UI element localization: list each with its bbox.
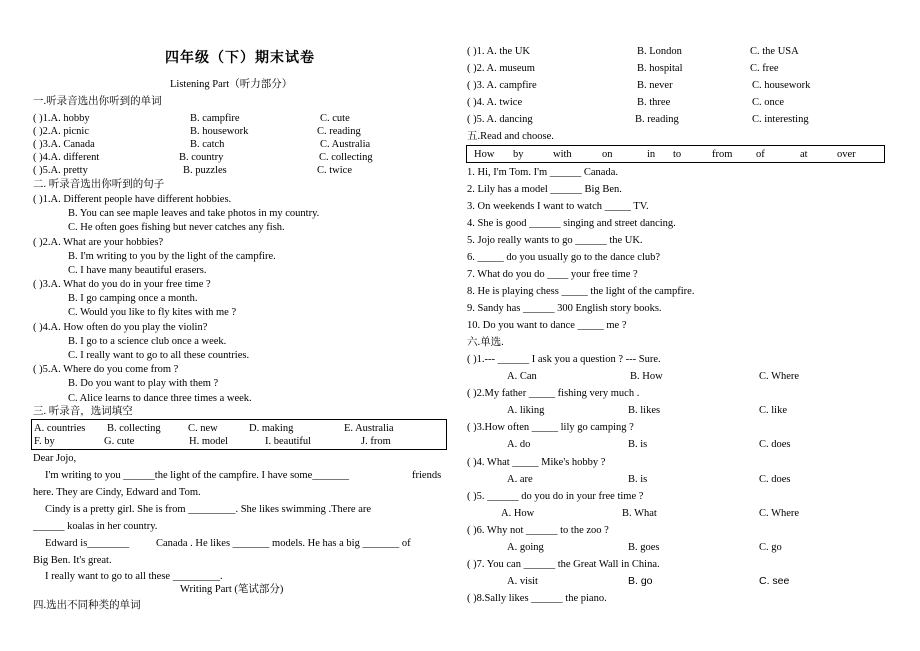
- s2-item-1-c: C. He often goes fishing but never catches any fish.: [68, 222, 285, 233]
- letter-line-1: I'm writing to you ______the light of the campfire. I have some_______: [45, 470, 349, 481]
- word-bank-r2-1: F. by: [34, 436, 55, 447]
- s2-item-2-b: B. I'm writing to you by the light of the campfire.: [68, 251, 276, 262]
- s6-q7-c: C. see: [759, 575, 790, 587]
- word-choice-10: over: [837, 149, 856, 160]
- s6-q1-a: A. Can: [507, 371, 537, 382]
- s6-q1-c: C. Where: [759, 371, 800, 382]
- word-choice-9: at: [800, 149, 808, 160]
- s5-item-3: 3. On weekends I want to watch _____ TV.: [467, 201, 649, 212]
- s5-item-1: 1. Hi, I'm Tom. I'm ______ Canada.: [467, 167, 619, 178]
- s6-q5-a: A. How: [501, 508, 535, 519]
- section-5-heading: 五.Read and choose.: [467, 131, 554, 142]
- section-4-heading: 四.选出不同种类的单词: [33, 600, 141, 611]
- s5-item-6: 6. _____ do you usually go to the dance club?: [467, 252, 661, 263]
- s6-q6-c: C. go: [759, 542, 782, 553]
- s6-q7-a: A. visit: [507, 576, 538, 587]
- s6-q2-a: A. liking: [507, 405, 545, 416]
- s2-item-3-b: B. I go camping once a month.: [68, 293, 198, 304]
- s4-item-4-b: B. three: [637, 97, 671, 108]
- word-bank-r1-5: E. Australia: [344, 423, 394, 434]
- s5-item-7: 7. What do you do ____ your free time ?: [467, 269, 638, 280]
- s1-item-3-a: ( )3.A. Canada: [33, 139, 95, 150]
- s2-item-5-a: ( )5.A. Where do you come from ?: [33, 364, 179, 375]
- s4-item-5-b: B. reading: [635, 114, 679, 125]
- s6-q4-c: C. does: [759, 474, 791, 485]
- s6-q6-b: B. goes: [628, 542, 660, 553]
- s2-item-4-c: C. I really want to go to all these countries.: [68, 350, 250, 361]
- page-title: 四年级（下）期末试卷: [165, 51, 315, 66]
- s4-item-1-a: ( )1. A. the UK: [467, 46, 530, 57]
- s6-q8: ( )8.Sally likes ______ the piano.: [467, 593, 607, 604]
- s6-q2: ( )2.My father _____ fishing very much .: [467, 388, 640, 399]
- s1-item-4-b: B. country: [179, 152, 224, 163]
- s2-item-2-c: C. I have many beautiful erasers.: [68, 265, 207, 276]
- s1-item-4-a: ( )4.A. different: [33, 152, 100, 163]
- word-bank-r2-2: G. cute: [104, 436, 135, 447]
- s6-q6: ( )6. Why not ______ to the zoo ?: [467, 525, 609, 536]
- s6-q1: ( )1.--- ______ I ask you a question ? --- Sure.: [467, 354, 661, 365]
- s4-item-4-a: ( )4. A. twice: [467, 97, 523, 108]
- s2-item-5-c: C. Alice learns to dance three times a week.: [68, 393, 252, 404]
- word-choice-8: of: [756, 149, 765, 160]
- listening-part-label: Listening Part（听力部分）: [170, 79, 293, 90]
- s6-q4-b: B. is: [628, 474, 648, 485]
- s4-item-1-b: B. London: [637, 46, 682, 57]
- s6-q2-c: C. like: [759, 405, 787, 416]
- s4-item-1-c: C. the USA: [750, 46, 799, 57]
- s5-item-5: 5. Jojo really wants to go ______ the UK.: [467, 235, 643, 246]
- word-choice-1: How: [474, 149, 495, 160]
- s4-item-3-a: ( )3. A. campfire: [467, 80, 537, 91]
- s1-item-3-b: B. catch: [190, 139, 225, 150]
- word-choice-2: by: [513, 149, 524, 160]
- word-bank-r2-4: I. beautiful: [265, 436, 312, 447]
- s5-item-8: 8. He is playing chess _____ the light of the campfire.: [467, 286, 695, 297]
- s5-item-4: 4. She is good ______ singing and street dancing.: [467, 218, 676, 229]
- word-choice-3: with: [553, 149, 572, 160]
- s4-item-5-c: C. interesting: [752, 114, 809, 125]
- s6-q3-b: B. is: [628, 439, 648, 450]
- s2-item-3-c: C. Would you like to fly kites with me ?: [68, 307, 237, 318]
- section-2-heading: 二. 听录音选出你听到的句子: [33, 179, 165, 190]
- s6-q2-b: B. likes: [628, 405, 661, 416]
- s1-item-2-b: B. housework: [190, 126, 249, 137]
- letter-line-6: Big Ben. It's great.: [33, 555, 112, 566]
- s5-item-2: 2. Lily has a model ______ Big Ben.: [467, 184, 622, 195]
- s6-q3-c: C. does: [759, 439, 791, 450]
- s1-item-1-a: ( )1.A. hobby: [33, 113, 90, 124]
- s4-item-4-c: C. once: [752, 97, 785, 108]
- letter-line-7: I really want to go to all these _________.: [45, 571, 223, 582]
- s2-item-1-a: ( )1.A. Different people have different hobbies.: [33, 194, 232, 205]
- letter-greeting: Dear Jojo,: [33, 453, 77, 464]
- word-choice-5: in: [647, 149, 656, 160]
- letter-line-4: ______ koalas in her country.: [33, 521, 158, 532]
- s6-q1-b: B. How: [630, 371, 663, 382]
- letter-line-2: here. They are Cindy, Edward and Tom.: [33, 487, 201, 498]
- s6-q4-a: A. are: [507, 474, 533, 485]
- word-bank-r1-4: D. making: [249, 423, 294, 434]
- word-choice-6: to: [673, 149, 682, 160]
- s6-q5: ( )5. ______ do you do in your free time ?: [467, 491, 644, 502]
- s5-item-9: 9. Sandy has ______ 300 English story books.: [467, 303, 662, 314]
- s2-item-5-b: B. Do you want to play with them ?: [68, 378, 219, 389]
- section-1-heading: 一.听录音选出你听到的单词: [33, 96, 162, 107]
- s2-item-3-a: ( )3.A. What do you do in your free time ?: [33, 279, 211, 290]
- s4-item-2-a: ( )2. A. museum: [467, 63, 535, 74]
- s4-item-5-a: ( )5. A. dancing: [467, 114, 533, 125]
- letter-line-5a: Edward is________: [45, 538, 130, 549]
- s1-item-5-c: C. twice: [317, 165, 352, 176]
- word-bank-r2-5: J. from: [361, 436, 391, 447]
- s4-item-2-c: C. free: [750, 63, 779, 74]
- writing-part-label: Writing Part (笔试部分): [180, 584, 284, 595]
- s1-item-5-a: ( )5.A. pretty: [33, 165, 88, 176]
- word-choice-7: from: [712, 149, 733, 160]
- s1-item-5-b: B. puzzles: [183, 165, 227, 176]
- letter-line-5b: Canada . He likes _______ models. He has a big _______ of: [156, 538, 411, 549]
- s6-q4: ( )4. What _____ Mike's hobby ?: [467, 457, 606, 468]
- s1-item-1-c: C. cute: [320, 113, 350, 124]
- letter-line-1-end: friends: [412, 470, 442, 481]
- s4-item-3-c: C. housework: [752, 80, 811, 91]
- section-6-heading: 六.单选.: [467, 337, 504, 348]
- s6-q7-b: B. go: [628, 575, 653, 587]
- s2-item-4-b: B. I go to a science club once a week.: [68, 336, 227, 347]
- s1-item-2-c: C. reading: [317, 126, 361, 137]
- word-bank-r1-2: B. collecting: [107, 423, 161, 434]
- s4-item-3-b: B. never: [637, 80, 673, 91]
- s6-q5-c: C. Where: [759, 508, 800, 519]
- s4-item-2-b: B. hospital: [637, 63, 683, 74]
- s5-item-10: 10. Do you want to dance _____ me ?: [467, 320, 627, 331]
- word-bank-r1-1: A. countries: [34, 423, 86, 434]
- letter-line-3: Cindy is a pretty girl. She is from _________. She likes swimming .There are: [45, 504, 372, 515]
- s2-item-4-a: ( )4.A. How often do you play the violin?: [33, 322, 208, 333]
- s2-item-2-a: ( )2.A. What are your hobbies?: [33, 237, 164, 248]
- word-bank-r2-3: H. model: [189, 436, 229, 447]
- s1-item-1-b: B. campfire: [190, 113, 240, 124]
- s1-item-4-c: C. collecting: [319, 152, 373, 163]
- s6-q3-a: A. do: [507, 439, 531, 450]
- word-bank-r1-3: C. new: [188, 423, 218, 434]
- s6-q7: ( )7. You can ______ the Great Wall in China.: [467, 559, 660, 570]
- word-choice-4: on: [602, 149, 613, 160]
- section-3-heading: 三. 听录音，选词填空: [33, 406, 133, 417]
- s6-q3: ( )3.How often _____ lily go camping ?: [467, 422, 634, 433]
- s2-item-1-b: B. You can see maple leaves and take photos in my country.: [68, 208, 320, 219]
- s1-item-3-c: C. Australia: [320, 139, 371, 150]
- s1-item-2-a: ( )2.A. picnic: [33, 126, 89, 137]
- s6-q6-a: A. going: [507, 542, 544, 553]
- s6-q5-b: B. What: [622, 508, 657, 519]
